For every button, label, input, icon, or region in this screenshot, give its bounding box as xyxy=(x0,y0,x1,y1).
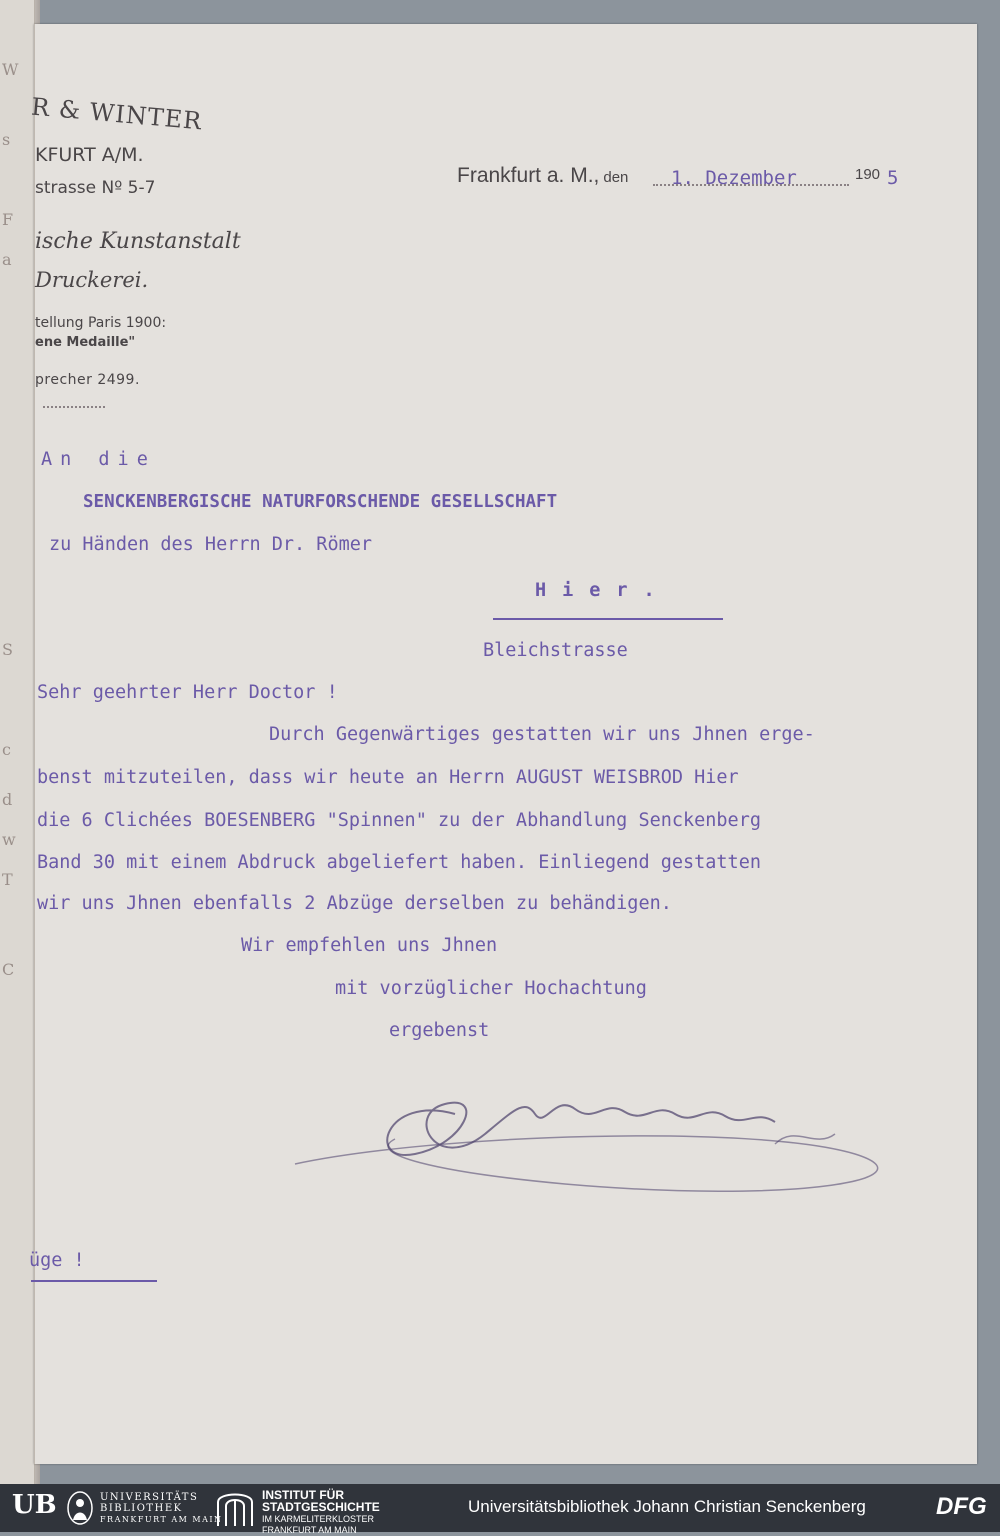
ub-text xyxy=(100,1492,223,1525)
inst-line-2: STADTGESCHICHTE xyxy=(262,1500,380,1514)
letterhead-divider xyxy=(43,406,105,408)
place-text: Frankfurt a. M., xyxy=(457,164,600,187)
institute-text xyxy=(262,1490,380,1536)
address-street: Bleichstrasse xyxy=(483,640,628,661)
address-an-die: An die xyxy=(41,449,156,470)
body-line-1: Durch Gegenwärtiges gestatten wir uns Jhnen erge- xyxy=(269,724,815,745)
inst-line-1: INSTITUT FÜR xyxy=(262,1488,344,1502)
letterhead-city: KFURT A/M. xyxy=(35,144,144,166)
footer-bar xyxy=(0,1484,1000,1535)
inst-line-4: FRANKFURT AM MAIN xyxy=(262,1525,357,1535)
letterhead-medal: ene Medaille" xyxy=(35,335,136,350)
ub-line-3: FRANKFURT AM MAIN xyxy=(100,1515,223,1524)
letterhead-exhibition: tellung Paris 1900: xyxy=(35,315,167,331)
den-text: den xyxy=(603,169,629,186)
footnote-text: üge ! xyxy=(29,1250,85,1271)
body-line-4: Band 30 mit einem Abdruck abgeliefert haben. Einliegend gestatten xyxy=(37,852,761,873)
closing-line-1: Wir empfehlen uns Jhnen xyxy=(241,935,498,956)
letterhead-druckerei: Druckerei. xyxy=(35,268,149,292)
body-line-3: die 6 Clichées BOESENBERG "Spinnen" zu der Abhandlung Senckenberg xyxy=(37,810,761,831)
letterhead-company: R & WINTER xyxy=(30,92,204,136)
closing-line-3: ergebenst xyxy=(389,1020,490,1041)
body-line-2: benst mitzuteilen, dass wir heute an Herrn AUGUST WEISBROD Hier xyxy=(37,767,739,788)
address-hier: Hier. xyxy=(535,580,671,601)
year-prefix: 190 xyxy=(855,166,881,183)
salutation: Sehr geehrter Herr Doctor ! xyxy=(37,682,338,703)
institute-arch-icon xyxy=(214,1488,256,1528)
ub-line-2: BIBLIOTHEK xyxy=(100,1503,183,1514)
body-line-5: wir uns Jhnen ebenfalls 2 Abzüge derselben zu behändigen. xyxy=(37,893,672,914)
dfg-logo: DFG xyxy=(936,1493,987,1520)
footnote-underline xyxy=(31,1280,157,1282)
address-attention: zu Händen des Herrn Dr. Römer xyxy=(49,534,373,555)
ub-line-1: UNIVERSITÄTS xyxy=(100,1492,199,1503)
ub-seal-icon xyxy=(66,1490,94,1526)
dateline-place xyxy=(457,164,628,188)
footer-library-name: Universitätsbibliothek Johann Christian Senckenberg xyxy=(468,1497,866,1516)
letter-page xyxy=(29,24,977,1464)
date-value: 1. Dezember xyxy=(671,167,797,189)
ub-logo: UB xyxy=(12,1490,57,1520)
hier-underline xyxy=(493,618,723,620)
inst-line-3: IM KARMELITERKLOSTER xyxy=(262,1514,375,1524)
letterhead-phone: precher 2499. xyxy=(35,372,140,388)
year-suffix: 5 xyxy=(887,167,899,189)
address-recipient: SENCKENBERGISCHE NATURFORSCHENDE GESELLSCHAFT xyxy=(83,492,558,512)
signature xyxy=(235,1054,915,1214)
letterhead-kunstanstalt: ische Kunstanstalt xyxy=(35,229,241,254)
letterhead-street: strasse Nº 5-7 xyxy=(35,178,156,198)
underlying-page-edge: W s F a S c d w T C xyxy=(0,0,35,1484)
closing-line-2: mit vorzüglicher Hochachtung xyxy=(335,978,647,999)
